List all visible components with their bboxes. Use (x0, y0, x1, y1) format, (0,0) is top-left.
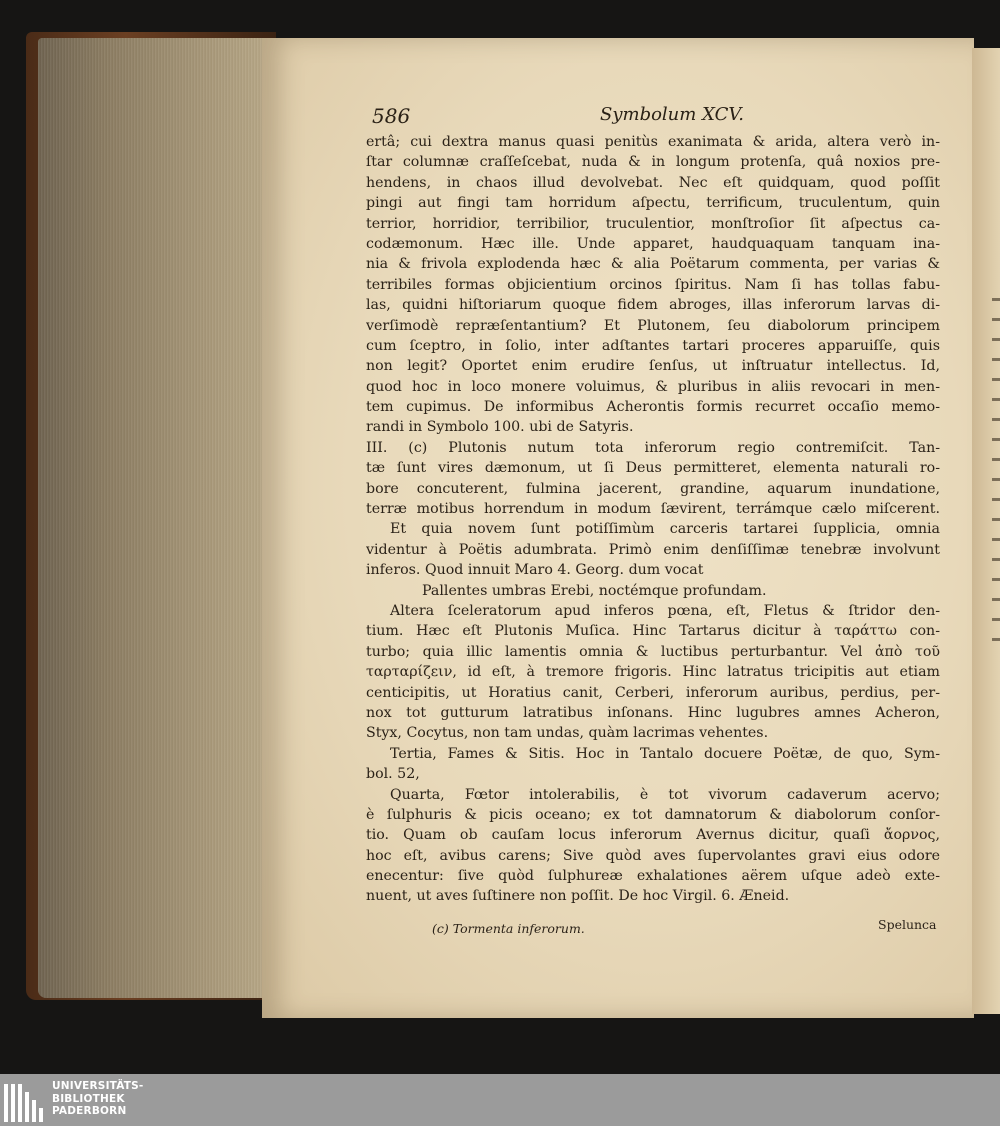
text-line: Altera ſceleratorum apud inferos pœna, eſt, Fletus & ſtridor den- (390, 602, 940, 619)
text-line: cum ſceptro, in ſolio, inter adſtantes tartari proceres apparuiſſe, quis (366, 337, 940, 354)
footnote: (c) Tormenta inferorum. (432, 921, 585, 936)
text-line: tio. Quam ob cauſam locus inferorum Avernus dicitur, quaſi ἄορνος, (366, 827, 940, 844)
text-line: tem cupimus. De informibus Acherontis formis recurret occaſio memo- (366, 399, 940, 416)
text-line: bol. 52, (366, 766, 420, 783)
book-page-edges (38, 38, 270, 998)
text-line: non legit? Oportet enim erudire ſenſus, ut inſtruatur intellectus. Id, (366, 358, 940, 375)
text-line: turbo; quia illic lamentis omnia & luctibus perturbantur. Vel ἀπὸ τοῦ (366, 643, 940, 660)
text-line: enecentur: ſive quòd ſulphureæ exhalationes aërem uſque adeò exte- (366, 868, 940, 885)
running-title: Symbolum XCV. (600, 104, 744, 125)
library-name-line: BIBLIOTHEK (52, 1092, 125, 1105)
library-name-line: UNIVERSITÄTS- (52, 1080, 144, 1092)
text-line: ταρταρίζειν, id eſt, à tremore frigoris. Hinc latratus tricipitis aut etiam (366, 664, 940, 681)
text-line: terræ motibus horrendum in modum ſævirent, terrámque cælo miſcerent. (366, 501, 940, 518)
body-text (366, 132, 940, 907)
library-footer-bar (0, 1074, 1000, 1126)
text-line: terrior, horridior, terribilior, truculentior, monſtroſior ſit aſpectus ca- (366, 215, 940, 232)
library-name (52, 1080, 143, 1118)
text-line: nox tot gutturum latratibus inſonans. Hinc lugubres amnes Acheron, (366, 704, 940, 721)
text-line: las, quidni hiſtoriarum quoque fidem abroges, illas inferorum larvas di- (366, 297, 940, 314)
text-line: ſtar columnæ craſſeſcebat, nuda & in longum protenſa, quâ noxios pre- (366, 154, 940, 171)
text-line: quod hoc in loco monere voluimus, & pluribus in aliis revocari in men- (366, 378, 940, 395)
text-line: Styx, Cocytus, non tam undas, quàm lacrimas vehentes. (366, 725, 769, 742)
text-line: Et quia novem ſunt potiſſimùm carceris tartarei ſupplicia, omnia (390, 521, 940, 538)
text-line: hendens, in chaos illud devolvebat. Nec eſt quidquam, quod poſſit (366, 174, 940, 191)
catchword: Spelunca (878, 917, 937, 932)
text-line: inferos. Quod innuit Maro 4. Georg. dum vocat (366, 562, 704, 579)
text-line: hoc eſt, avibus carens; Sive quòd aves ſupervolantes gravi eius odore (366, 847, 940, 864)
facing-page-text-edge (992, 298, 1000, 658)
text-line: centicipitis, ut Horatius canit, Cerberi, inferorum auribus, perdius, per- (366, 684, 940, 701)
text-line: nia & frivola explodenda hæc & alia Poëtarum commenta, per varias & (366, 256, 940, 273)
text-line: codæmonum. Hæc ille. Unde apparet, haudquaquam tanquam ina- (366, 235, 940, 252)
library-logo-icon (4, 1080, 46, 1122)
text-line: Quarta, Fœtor intolerabilis, è tot vivorum cadaverum acervo; (390, 786, 940, 803)
text-line: nuent, ut aves ſuſtinere non poſſit. De hoc Virgil. 6. Æneid. (366, 888, 790, 905)
text-line: è ſulphuris & picis oceano; ex tot damnatorum & diabolorum conſor- (366, 806, 940, 823)
text-line: videntur à Poëtis adumbrata. Primò enim denſiſſimæ tenebræ involvunt (366, 541, 940, 558)
page-number: 586 (372, 104, 411, 128)
facing-page-edge (972, 48, 1000, 1014)
text-line: Tertia, Fames & Sitis. Hoc in Tantalo docuere Poëtæ, de quo, Sym- (390, 745, 940, 762)
text-line: randi in Symbolo 100. ubi de Satyris. (366, 419, 634, 436)
text-line: pingi aut fingi tam horridum aſpectu, terrificum, truculentum, quin (366, 195, 940, 212)
library-name-line: PADERBORN (52, 1105, 127, 1117)
text-line: bore concuterent, fulmina jacerent, grandine, aquarum inundatione, (366, 480, 940, 497)
text-line: tæ ſunt vires dæmonum, ut ſi Deus permitteret, elementa naturali ro- (366, 460, 940, 477)
page-header (372, 104, 940, 130)
text-line: terribiles formas objicientium orcinos ſpiritus. Nam ſi has tollas fabu- (366, 276, 940, 293)
text-line: III. (c) Plutonis nutum tota inferorum regio contremiſcit. Tan- (366, 439, 940, 456)
text-line: verſimodè repræſentantium? Et Plutonem, ſeu diabolorum principem (366, 317, 940, 334)
verse-line: Pallentes umbras Erebi, noctémque profundam. (422, 582, 767, 599)
text-line: ertâ; cui dextra manus quasi penitùs exanimata & arida, altera verò in- (366, 134, 940, 150)
text-line: tium. Hæc eſt Plutonis Muſica. Hinc Tartarus dicitur à ταράττω con- (366, 623, 940, 640)
